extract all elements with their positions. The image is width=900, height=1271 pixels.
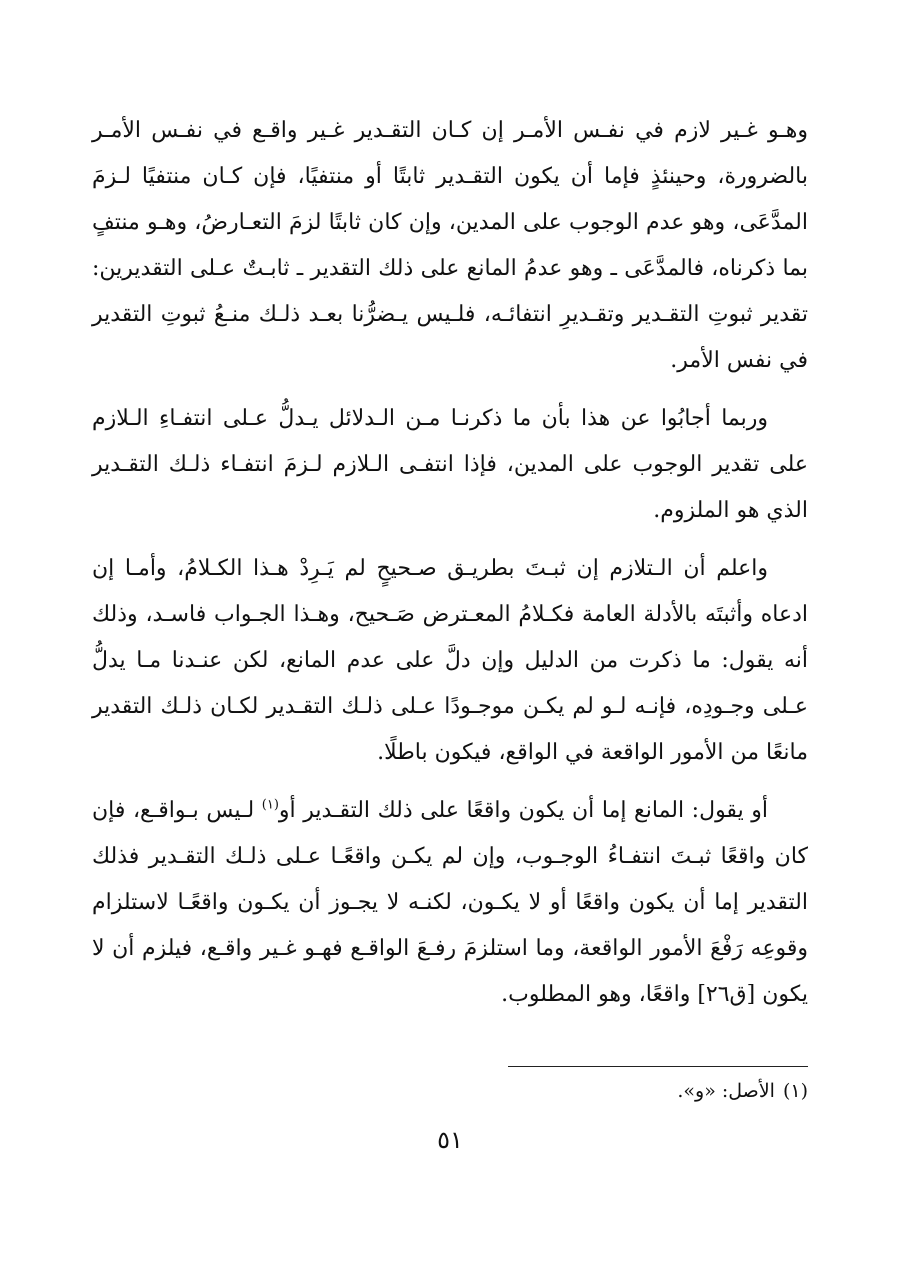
paragraph-3: واعلم أن الـتلازم إن ثبـتَ بطريـق صـحيحٍ لم يَـرِدْ هـذا الكـلامُ، وأمـا إن ادعاه وأثبتَه بالأدلة العامة فكـلامُ المعـترض صَـحيح، وهـذا الجـواب فاسـد، وذلك أنه يقول: ما ذكرت من الدليل وإن دلَّ على عدم المانع، لكن عنـدنا مـا يدلُّ عـلى وجـودِه، فإنـه لـو لم يكـن موجـودًا عـلى ذلـك التقـدير لكـان ذلـك التقدير مانعًا من الأمور الواقعة في الواقع، فيكون باطلًا. <box>92 556 808 765</box>
paragraph-4-text-before: أو يقول: المانع إما أن يكون واقعًا على ذلك التقـدير أو <box>278 798 768 823</box>
paragraph-1: وهـو غـير لازم في نفـس الأمـر إن كـان التقـدير غـير واقـع في نفـس الأمـر بالضرورة، وحينئذٍ فإما أن يكون التقـدير ثابتًا أو منتفيًا، فإن كـان منتفيًا لـزمَ المدَّعَى، وهو عدم الوجوب على المدين، وإن كان ثابتًا لزمَ التعـارضُ، وهـو منتفٍ بما ذكرناه، فالمدَّعَى ـ وهو عدمُ المانع على ذلك التقدير ـ ثابـتٌ عـلى التقديرين: تقدير ثبوتِ التقـدير وتقـديرِ انتفائـه، فلـيس يـضرُّنا بعـد ذلـك منـعُ ثبوتِ التقدير في نفس الأمر. <box>92 118 808 373</box>
footnote-text: الأصل: «و». <box>677 1080 775 1102</box>
paragraph-4-text-after: لـيس بـواقـع، فإن كان واقعًا ثبـتَ انتفـاءُ الوجـوب، وإن لم يكـن واقعًـا عـلى ذلـك التقـدير فذلك التقدير إما أن يكون واقعًا أو لا يكـون، لكنـه لا يجـوز أن يكـون واقعًـا لاستلزام وقوعِه رَفْعَ الأمور الواقعة، وما استلزمَ رفـعَ الواقـع فهـو غـير واقـع، فيلزم أن لا يكون [ق٢٦] واقعًا، وهو المطلوب. <box>92 798 808 1007</box>
footnote <box>677 1076 808 1106</box>
paragraph-2: وربما أجابُوا عن هذا بأن ما ذكرنـا مـن الـدلائل يـدلُّ عـلى انتفـاءِ الـلازم على تقدير الوجوب على المدين، فإذا انتفـى الـلازم لـزمَ انتفـاء ذلـك التقـدير الذي هو الملزوم. <box>92 406 808 523</box>
body-text <box>92 108 808 1030</box>
footnote-divider <box>508 1066 808 1067</box>
paragraph-4 <box>92 788 808 1018</box>
footnote-reference[interactable]: (١) <box>261 797 279 813</box>
footnote-number: (١) <box>782 1080 808 1102</box>
page-number: ٥١ <box>437 1126 463 1154</box>
